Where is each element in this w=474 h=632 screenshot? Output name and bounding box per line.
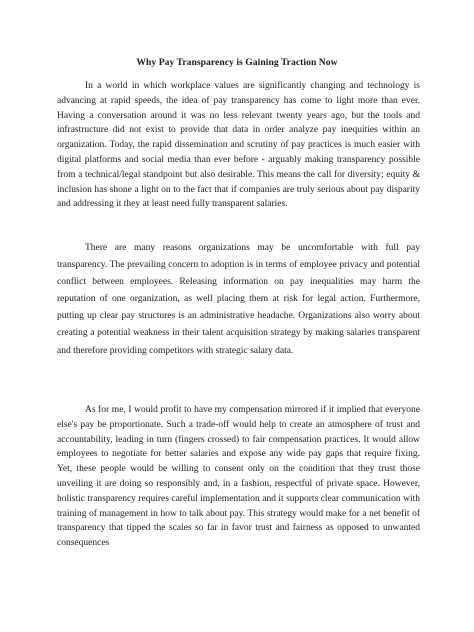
paragraph-intro: In a world in which workplace values are significantly changing and technology is advancing at rapid speeds, the idea of pay transparency has come to light more than ever. Having a conversation around it was no less relevant twenty years ago, but the tools and infrastructure did not exist to provide that data in order analyze pay inequities within an organization. Today, the rapid dissemination and scrutiny of pay practices is much easier with digital platforms and social media than ever before - arguably making transparency possible from a technical/legal standpoint but also desirable. This means the call for diversity; equity & inclusion has shone a light on to the fact that if companies are truly serious about pay disparity and addressing it they at least need fully transparent salaries. xyxy=(57,81,420,210)
paragraph-opinion: As for me, I would profit to have my compensation mirrored if it implied that everyone else's pay be proportionate. Such a trade-off would help to create an atmosphere of trust and accountability, leading in turn (fingers crossed) to fair compensation practices. It would allow employees to negotiate for better salaries and expose any wide pay gaps that require fixing. Yet, these people would be willing to consent only on the condition that they trust those unveiling it are doing so responsibly and, in a fashion, respectful of private space. However, holistic transparency requires careful implementation and it supports clear communication with training of management in how to talk about pay. This strategy would make for a net benefit of transparency that tipped the scales so far in favor trust and fairness as opposed to unwanted consequences xyxy=(57,405,420,549)
paragraph-concerns: There are many reasons organizations may be uncomfortable with full pay transparency. The prevailing concern to adoption is in terms of employee privacy and potential conflict between employees. Releasing information on pay inequalities may harm the reputation of one organization, as well placing them at risk for legal action. Furthermore, putting up clear pay structures is an administrative headache. Organizations also worry about creating a potential weakness in their talent acquisition strategy by making salaries transparent and therefore providing competitors with strategic salary data. xyxy=(57,243,420,356)
document-title: Why Pay Transparency is Gaining Traction Now xyxy=(136,57,338,68)
